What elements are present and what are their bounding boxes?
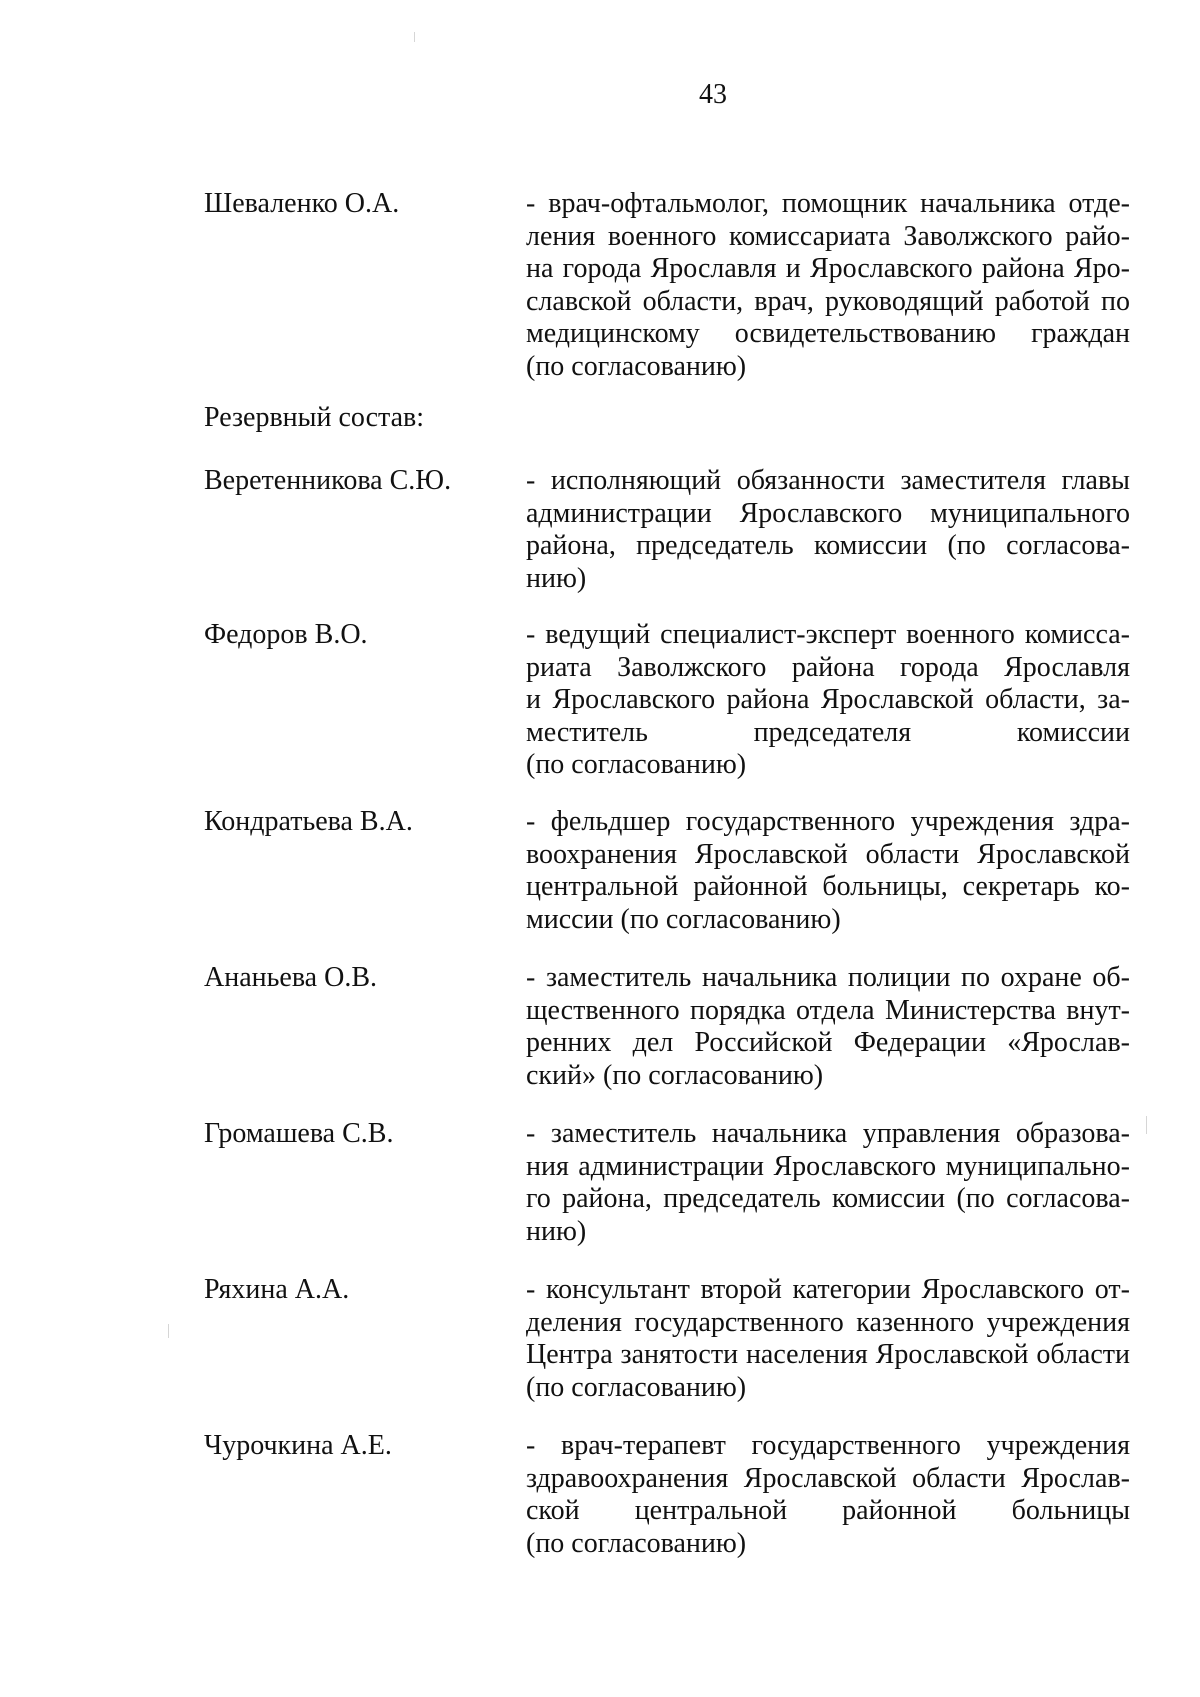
role-line: (по согласованию) <box>526 350 747 382</box>
role-line: - заместитель начальника управления образова- <box>526 1118 1130 1149</box>
role-line: нию) <box>526 562 587 594</box>
role-line: меститель председателя комиссии <box>526 716 1130 748</box>
page-number: 43 <box>699 79 727 110</box>
role-line: администрации Ярославского муниципального <box>526 497 1130 529</box>
role-line: - заместитель начальника полиции по охране об- <box>526 962 1130 993</box>
member-role <box>526 465 1130 595</box>
role-line: го района, председатель комиссии (по согласова- <box>526 1183 1130 1214</box>
member-name: Ананьева О.В. <box>204 962 377 993</box>
role-line: деления государственного казенного учреждения <box>526 1306 1130 1338</box>
scan-mark-right <box>1146 1116 1147 1134</box>
member-name: Шеваленко О.А. <box>204 188 400 219</box>
role-line: - консультант второй категории Ярославского от- <box>526 1274 1130 1305</box>
role-line: ской центральной районной больницы <box>526 1495 1130 1526</box>
role-line: центральной районной больницы, секретарь ко- <box>526 871 1130 902</box>
role-line: славской области, врач, руководящий работой по <box>526 285 1130 317</box>
member-role <box>526 619 1130 782</box>
role-line: - врач-терапевт государственного учреждения <box>526 1430 1130 1461</box>
role-line: медицинскому освидетельствованию граждан <box>526 318 1130 349</box>
member-role <box>526 1118 1130 1248</box>
scan-mark-top <box>414 32 415 42</box>
role-line: щественного порядка отдела Министерства внут- <box>526 994 1130 1026</box>
role-line: - фельдшер государственного учреждения здра- <box>526 806 1130 837</box>
role-line: Центра занятости населения Ярославской области <box>526 1339 1130 1370</box>
scan-mark-left <box>168 1324 169 1338</box>
role-line: нию) <box>526 1215 587 1247</box>
role-line: - исполняющий обязанности заместителя главы <box>526 465 1130 496</box>
member-role <box>526 806 1130 936</box>
member-name: Чурочкина А.Е. <box>204 1430 392 1461</box>
role-line: ния администрации Ярославского муниципально- <box>526 1150 1130 1182</box>
role-line: риата Заволжского района города Ярославля <box>526 651 1130 683</box>
member-name: Веретенникова С.Ю. <box>204 465 452 496</box>
role-line: и Ярославского района Ярославской области, за- <box>526 684 1130 715</box>
role-line: миссии (по согласованию) <box>526 903 841 935</box>
member-name: Кондратьева В.А. <box>204 806 413 837</box>
role-line: ский» (по согласованию) <box>526 1059 824 1091</box>
member-name: Федоров В.О. <box>204 619 368 650</box>
role-line: ренних дел Российской Федерации «Ярослав- <box>526 1027 1130 1058</box>
reserve-section-label: Резервный состав: <box>204 402 425 433</box>
member-name: Громашева С.В. <box>204 1118 394 1149</box>
member-role <box>526 1430 1130 1560</box>
role-line: здравоохранения Ярославской области Ярослав- <box>526 1462 1130 1494</box>
role-line: (по согласованию) <box>526 749 747 780</box>
role-line: воохранения Ярославской области Ярославской <box>526 838 1130 870</box>
member-name: Ряхина А.А. <box>204 1274 350 1305</box>
role-line: (по согласованию) <box>526 1527 747 1559</box>
role-line: района, председатель комиссии (по согласова- <box>526 530 1130 561</box>
role-line: (по согласованию) <box>526 1371 747 1403</box>
member-role <box>526 962 1130 1092</box>
member-role <box>526 1274 1130 1404</box>
member-role <box>526 188 1130 383</box>
role-line: на города Ярославля и Ярославского района Яро- <box>526 253 1130 284</box>
role-line: ления военного комиссариата Заволжского райо- <box>526 220 1130 252</box>
role-line: - врач-офтальмолог, помощник начальника отде- <box>526 188 1130 219</box>
role-line: - ведущий специалист-эксперт военного комисса- <box>526 619 1130 650</box>
